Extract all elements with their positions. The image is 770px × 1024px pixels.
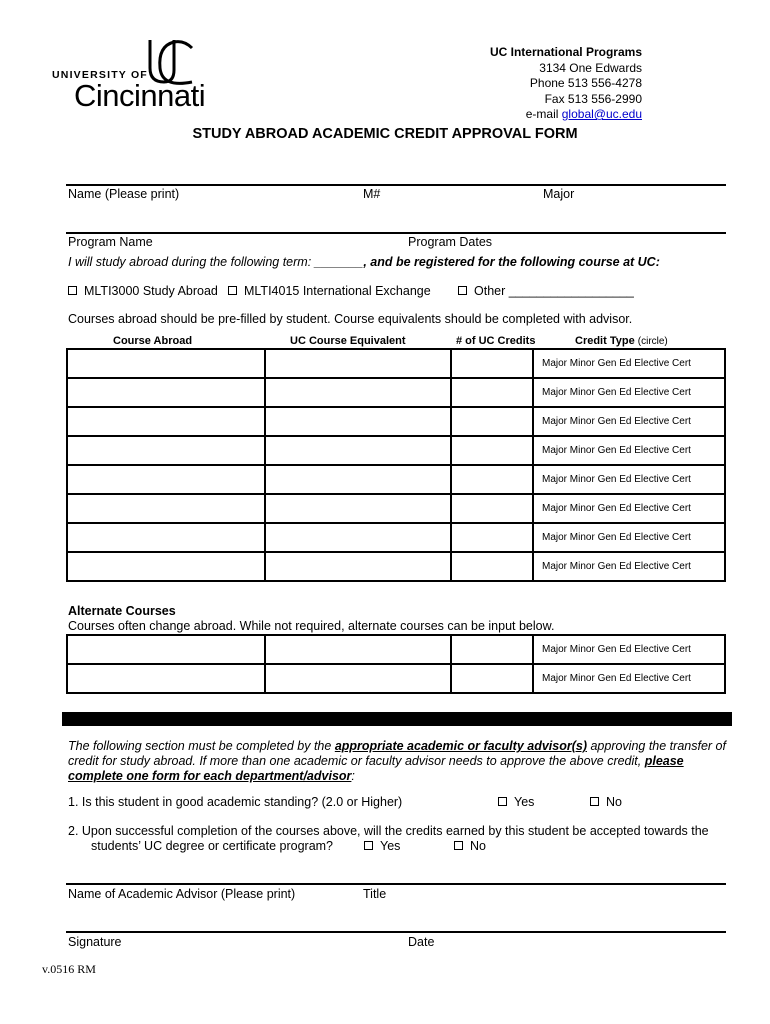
uc-credits-cell[interactable]: [451, 378, 533, 407]
uc-equivalent-cell[interactable]: [265, 552, 451, 581]
q2-no[interactable]: No: [454, 839, 486, 853]
org-name: UC International Programs: [489, 45, 642, 59]
program-name-field[interactable]: Program Name: [68, 235, 153, 249]
uc-credits-cell[interactable]: [451, 664, 533, 693]
uc-equivalent-cell[interactable]: [265, 664, 451, 693]
checkbox-icon[interactable]: [454, 841, 463, 850]
credit-type-cell[interactable]: Major Minor Gen Ed Elective Cert: [533, 378, 725, 407]
course-row: [67, 664, 725, 693]
date-field[interactable]: Date: [408, 935, 435, 949]
uc-credits-cell[interactable]: [451, 552, 533, 581]
uc-equivalent-cell[interactable]: [265, 436, 451, 465]
term-sentence: [68, 255, 660, 269]
course-row: [67, 436, 725, 465]
credit-type-cell[interactable]: Major Minor Gen Ed Elective Cert: [533, 436, 725, 465]
email-line: e-mail global@uc.edu: [525, 107, 642, 121]
question-2: 2. Upon successful completion of the courses above, will the credits earned by this student be accepted towards the: [68, 824, 709, 838]
uc-equivalent-cell[interactable]: [265, 349, 451, 378]
checkbox-icon[interactable]: [228, 286, 237, 295]
email-link[interactable]: global@uc.edu: [561, 107, 642, 121]
header-credit-type: Credit Type (circle): [575, 335, 668, 347]
signature-field[interactable]: Signature: [68, 935, 122, 949]
header-course-abroad: Course Abroad: [113, 335, 193, 347]
major-field[interactable]: Major: [543, 187, 575, 201]
program-dates-field[interactable]: Program Dates: [408, 235, 493, 249]
q2-yes[interactable]: Yes: [364, 839, 400, 853]
logo-cincinnati: Cincinnati: [74, 78, 206, 113]
advisor-intro: The following section must be completed by the appropriate academic or faculty advisor(s) approving the transfer of credit for study abroad. If more than one academic or faculty advisor needs to approve the above credit, please complete one form for each department/advisor:: [68, 739, 726, 783]
advisor-title-field[interactable]: Title: [363, 887, 387, 901]
credit-type-cell[interactable]: Major Minor Gen Ed Elective Cert: [533, 664, 725, 693]
credit-type-cell[interactable]: Major Minor Gen Ed Elective Cert: [533, 407, 725, 436]
uc-equivalent-cell[interactable]: [265, 407, 451, 436]
version-label: v.0516 RM: [42, 962, 96, 976]
course-row: [67, 349, 725, 378]
course-table: [66, 348, 726, 582]
divider: [66, 232, 726, 234]
option-mlti4015[interactable]: MLTI4015 International Exchange: [228, 284, 431, 298]
uc-equivalent-cell[interactable]: [265, 465, 451, 494]
uc-credits-cell[interactable]: [451, 635, 533, 664]
checkbox-icon[interactable]: [498, 797, 507, 806]
credit-type-cell[interactable]: Major Minor Gen Ed Elective Cert: [533, 494, 725, 523]
course-abroad-cell[interactable]: [67, 378, 265, 407]
question-2-cont: students’ UC degree or certificate program?: [91, 839, 334, 853]
credit-type-cell[interactable]: Major Minor Gen Ed Elective Cert: [533, 552, 725, 581]
divider: [66, 184, 726, 186]
uc-credits-cell[interactable]: [451, 349, 533, 378]
course-abroad-cell[interactable]: [67, 465, 265, 494]
uc-equivalent-cell[interactable]: [265, 494, 451, 523]
course-row: [67, 523, 725, 552]
credit-type-cell[interactable]: Major Minor Gen Ed Elective Cert: [533, 635, 725, 664]
contact-block: [490, 45, 642, 123]
uc-credits-cell[interactable]: [451, 465, 533, 494]
checkbox-icon[interactable]: [364, 841, 373, 850]
alternate-title: Alternate Courses: [68, 604, 176, 618]
course-row: [67, 378, 725, 407]
instructions: Courses abroad should be pre-filled by student. Course equivalents should be completed with advisor.: [68, 312, 633, 326]
credit-type-cell[interactable]: Major Minor Gen Ed Elective Cert: [533, 465, 725, 494]
section-divider-bar: [62, 712, 732, 726]
alternate-table: [66, 634, 726, 694]
name-field[interactable]: Name (Please print): [68, 187, 180, 201]
logo-university-of: UNIVERSITY OF: [52, 69, 148, 81]
uc-equivalent-cell[interactable]: [265, 635, 451, 664]
credit-type-cell[interactable]: Major Minor Gen Ed Elective Cert: [533, 523, 725, 552]
alternate-text: Courses often change abroad. While not required, alternate courses can be input below.: [68, 619, 555, 633]
course-row: [67, 494, 725, 523]
course-abroad-cell[interactable]: [67, 407, 265, 436]
checkbox-icon[interactable]: [68, 286, 77, 295]
credit-type-cell[interactable]: Major Minor Gen Ed Elective Cert: [533, 349, 725, 378]
divider: [66, 931, 726, 933]
checkbox-icon[interactable]: [458, 286, 467, 295]
course-row: [67, 635, 725, 664]
uc-credits-cell[interactable]: [451, 436, 533, 465]
course-row: [67, 552, 725, 581]
term-sentence-rest: , and be registered for the following course at UC:: [363, 255, 660, 269]
uc-credits-cell[interactable]: [451, 407, 533, 436]
course-abroad-cell[interactable]: [67, 349, 265, 378]
question-1: 1. Is this student in good academic standing? (2.0 or Higher): [68, 795, 403, 809]
uc-credits-cell[interactable]: [451, 494, 533, 523]
header-uc-equivalent: UC Course Equivalent: [290, 335, 406, 347]
course-abroad-cell[interactable]: [67, 635, 265, 664]
uc-equivalent-cell[interactable]: [265, 523, 451, 552]
course-abroad-cell[interactable]: [67, 664, 265, 693]
street: 3134 One Edwards: [539, 60, 642, 75]
course-abroad-cell[interactable]: [67, 436, 265, 465]
advisor-name-field[interactable]: Name of Academic Advisor (Please print): [68, 887, 296, 901]
course-row: [67, 407, 725, 436]
form-title: STUDY ABROAD ACADEMIC CREDIT APPROVAL FORM: [192, 126, 578, 142]
fax: Fax 513 556-2990: [544, 91, 642, 106]
header-uc-credits: # of UC Credits: [456, 335, 536, 347]
term-blank[interactable]: I will study abroad during the following term: _______: [68, 255, 364, 269]
q1-no[interactable]: No: [590, 795, 622, 809]
course-abroad-cell[interactable]: [67, 552, 265, 581]
phone: Phone 513 556-4278: [529, 76, 642, 90]
checkbox-icon[interactable]: [590, 797, 599, 806]
course-row: [67, 465, 725, 494]
divider: [66, 883, 726, 885]
uc-credits-cell[interactable]: [451, 523, 533, 552]
q1-yes[interactable]: Yes: [498, 795, 534, 809]
option-other[interactable]: Other __________________: [458, 284, 634, 298]
course-abroad-cell[interactable]: [67, 523, 265, 552]
option-mlti3000[interactable]: MLTI3000 Study Abroad: [68, 284, 218, 298]
course-abroad-cell[interactable]: [67, 494, 265, 523]
uc-equivalent-cell[interactable]: [265, 378, 451, 407]
mnumber-field[interactable]: M#: [363, 187, 381, 201]
